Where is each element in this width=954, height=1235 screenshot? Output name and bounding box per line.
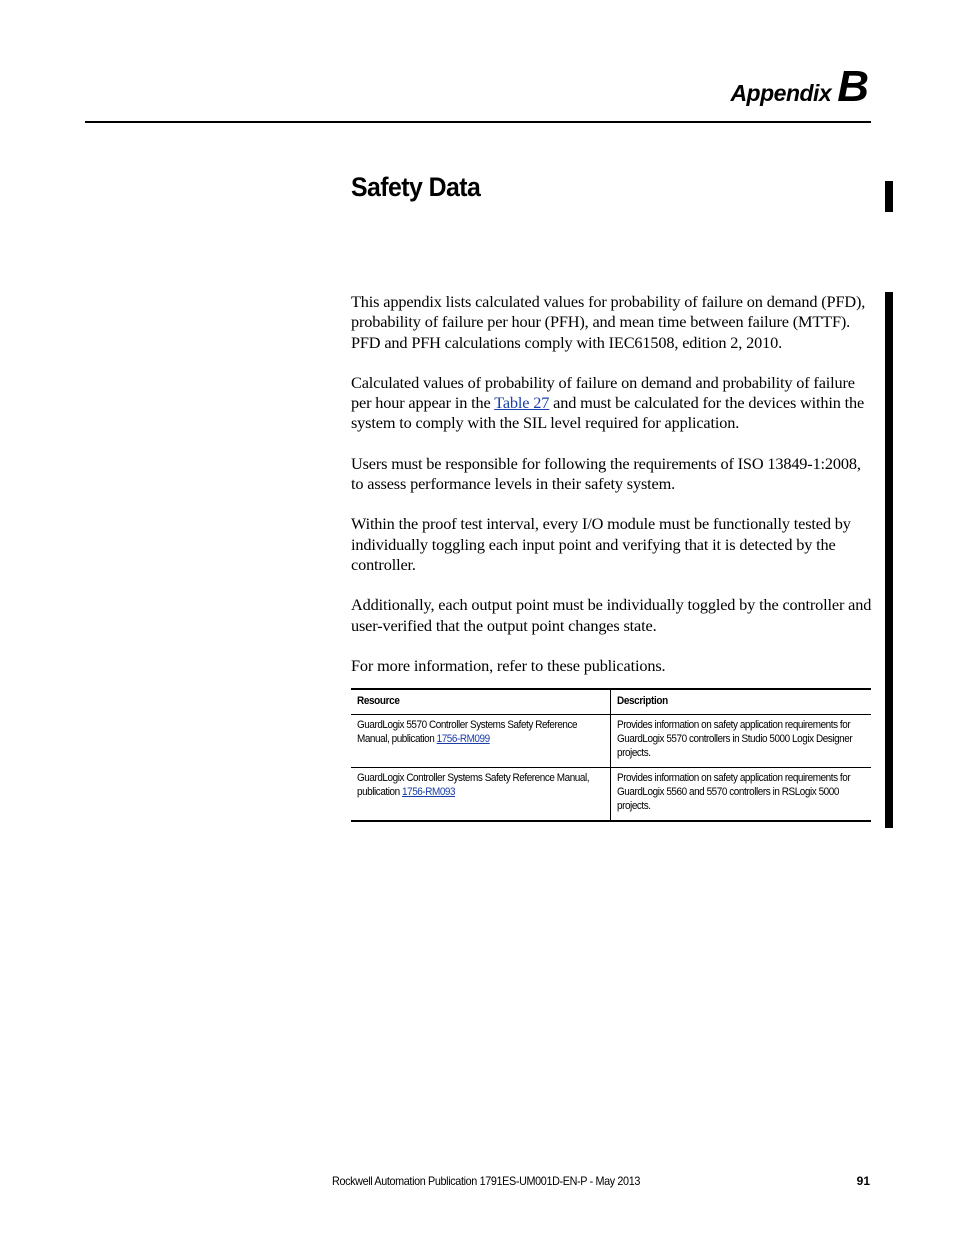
paragraph-iso: Users must be responsible for following the requirements of ISO 13849-1:2008, to assess performance levels in their safety system.: [351, 453, 861, 494]
footer-publication: Rockwell Automation Publication 1791ES-UM001D-EN-P - May 2013: [332, 1174, 641, 1188]
column-header-description: Description: [617, 695, 668, 707]
publication-link-1756-rm099[interactable]: 1756-RM099: [436, 733, 490, 745]
table-row: [351, 768, 871, 822]
page-number: 91: [856, 1174, 870, 1188]
publications-table: [351, 688, 871, 822]
change-bar: [885, 181, 893, 212]
table-row: [351, 715, 871, 768]
description-cell: Provides information on safety application requirements for GuardLogix 5570 controllers in Studio 5000 Logix Designer projects.: [617, 719, 853, 759]
resource-cell: GuardLogix 5570 Controller Systems Safety Reference Manual, publication 1756-RM099: [351, 715, 611, 768]
paragraph-intro: This appendix lists calculated values for probability of failure on demand (PFD), probability of failure per hour (PFH), and mean time between failure (MTTF). PFD and PFH calculations comply with IEC61508, edition 2, 2010.: [351, 292, 866, 352]
page-title: Safety Data: [351, 172, 481, 202]
publication-link-1756-rm093[interactable]: 1756-RM093: [402, 786, 456, 798]
description-cell: Provides information on safety application requirements for GuardLogix 5560 and 5570 controllers in RSLogix 5000 projects.: [617, 772, 851, 812]
table-27-link[interactable]: Table 27: [494, 393, 550, 413]
table-header-row: [351, 689, 871, 715]
header-rule: [85, 121, 871, 123]
appendix-label: Appendix: [730, 80, 832, 106]
paragraph-proof-test: Within the proof test interval, every I/O module must be functionally tested by individually toggling each input point and verifying that it is detected by the controller.: [351, 514, 851, 574]
paragraph-calculated-values: [351, 373, 873, 434]
paragraph-text: Calculated values of probability of failure on demand and probability of failure per hour appear in the: [351, 372, 855, 413]
paragraph-output-points: Additionally, each output point must be individually toggled by the controller and user-verified that the output point changes state.: [351, 595, 872, 635]
paragraph-more-info: For more information, refer to these publications.: [351, 655, 666, 675]
paragraph-text: and must be calculated for the devices within the system to comply with the SIL level required for application.: [351, 393, 865, 433]
body-text: [351, 292, 873, 696]
column-header-resource: Resource: [351, 689, 611, 715]
change-bar: [885, 292, 893, 828]
appendix-heading: [730, 62, 869, 112]
resource-cell: GuardLogix Controller Systems Safety Reference Manual, publication 1756-RM093: [351, 768, 611, 822]
appendix-letter: B: [837, 62, 869, 111]
